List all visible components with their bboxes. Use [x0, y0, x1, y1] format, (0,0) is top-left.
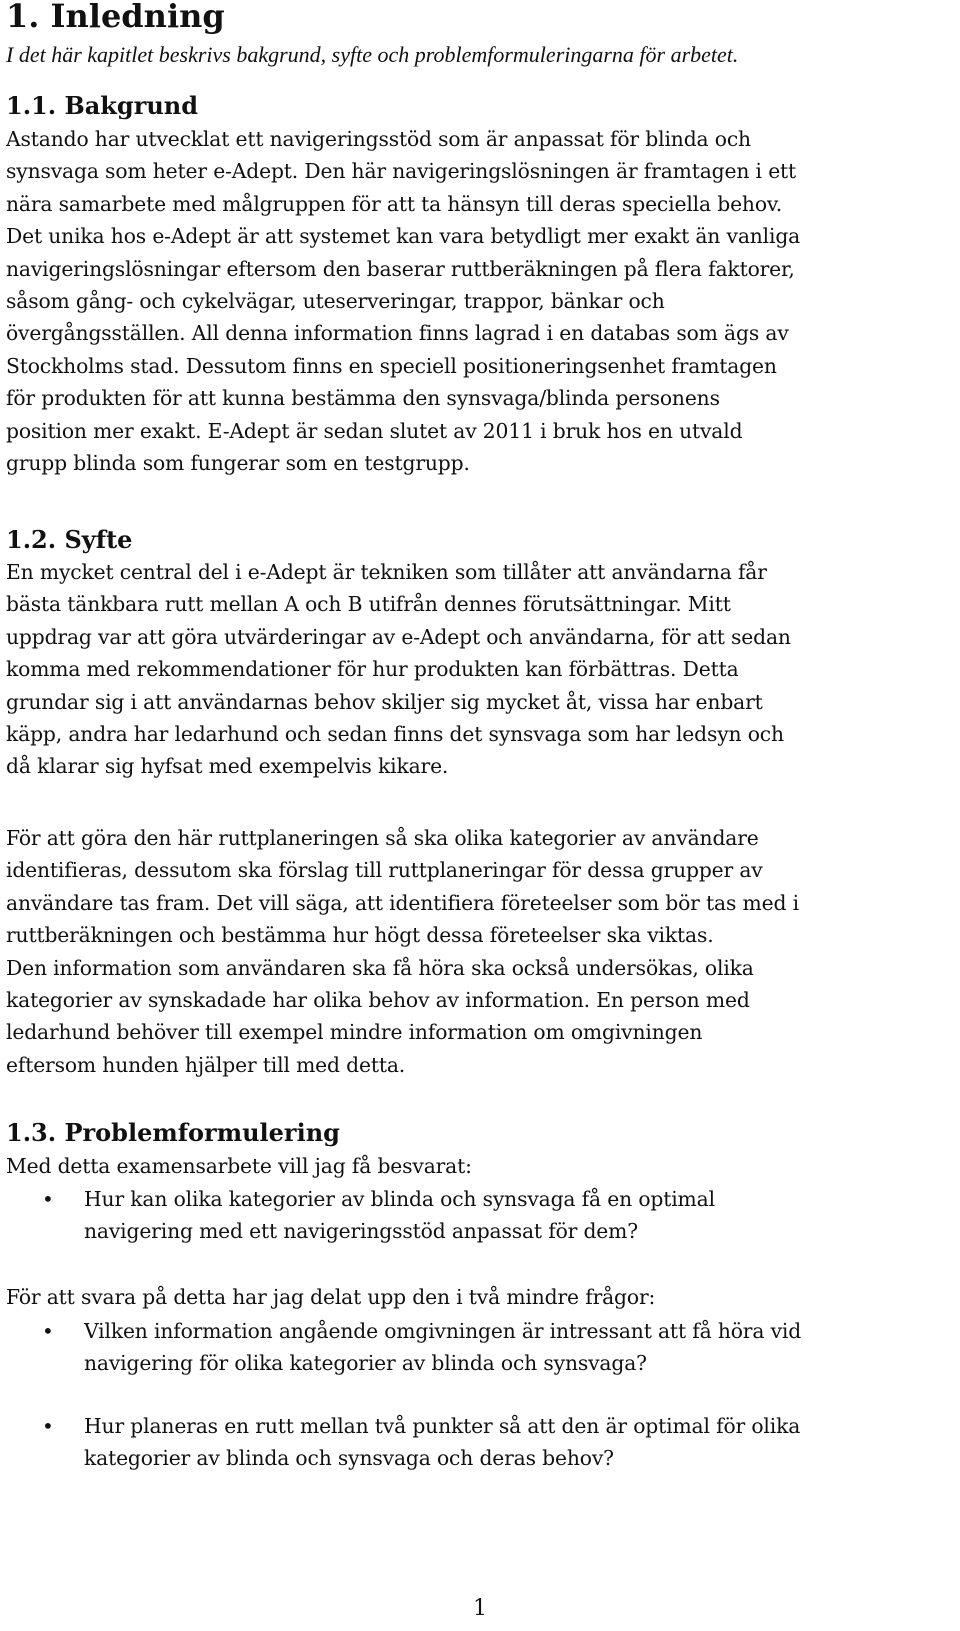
text-line: då klarar sig hyfsat med exempelvis kikare.: [6, 754, 449, 779]
text-line: kategorier av blinda och synsvaga och deras behov?: [84, 1446, 614, 1471]
text-line: navigeringslösningar eftersom den baserar ruttberäkningen på flera faktorer,: [6, 256, 795, 281]
text-line: För att göra den här ruttplaneringen så ska olika kategorier av användare: [6, 826, 759, 850]
text-line: kategorier av synskadade har olika behov av information. En person med: [6, 988, 750, 1013]
text-line: Hur planeras en rutt mellan två punkter så att den är optimal för olika: [84, 1414, 801, 1438]
text-line: bästa tänkbara rutt mellan A och B utifrån dennes förutsättningar. Mitt: [6, 592, 731, 617]
section-title-bakgrund: 1.1. Bakgrund: [6, 91, 199, 120]
text-line: grundar sig i att användarnas behov skiljer sig mycket åt, vissa har enbart: [6, 689, 763, 714]
syfte-paragraph-1: [6, 556, 951, 783]
bullet-text: [84, 1183, 954, 1248]
chapter-intro: I det här kapitlet beskrivs bakgrund, syfte och problemformuleringarna för arbetet.: [6, 42, 739, 67]
section-title-problemformulering: 1.3. Problemformulering: [6, 1118, 340, 1147]
text-line: navigering med ett navigeringsstöd anpassat för dem?: [84, 1219, 638, 1244]
text-line: ledarhund behöver till exempel mindre information om omgivningen: [6, 1020, 703, 1045]
text-line: nära samarbete med målgruppen för att ta hänsyn till deras speciella behov.: [6, 191, 783, 216]
text-line: komma med rekommendationer för hur produkten kan förbättras. Detta: [6, 657, 739, 682]
bullet-icon: •: [42, 1187, 54, 1211]
text-line: Vilken information angående omgivningen är intressant att få höra vid: [84, 1319, 802, 1343]
text-line: för produkten för att kunna bestämma den synsvaga/blinda personens: [6, 386, 720, 411]
text-line: Astando har utvecklat ett navigeringsstöd som är anpassat för blinda och: [6, 127, 751, 151]
text-line: Den information som användaren ska få höra ska också undersökas, olika: [6, 955, 754, 980]
text-line: uppdrag var att göra utvärderingar av e-Adept och användarna, för att sedan: [6, 624, 791, 649]
bullet-text: [84, 1315, 954, 1380]
text-line: synsvaga som heter e-Adept. Den här navigeringslösningen är framtagen i ett: [6, 159, 797, 184]
syfte-paragraph-2: [6, 822, 951, 1081]
text-line: identifieras, dessutom ska förslag till ruttplaneringar för dessa grupper av: [6, 858, 763, 883]
text-line: Hur kan olika kategorier av blinda och synsvaga få en optimal: [84, 1187, 715, 1211]
text-line: övergångsställen. All denna information finns lagrad i en databas som ägs av: [6, 321, 789, 346]
text-line: Stockholms stad. Dessutom finns en speciell positioneringsenhet framtagen: [6, 353, 777, 378]
text-line: eftersom hunden hjälper till med detta.: [6, 1052, 406, 1077]
problem-lead-2: För att svara på detta har jag delat upp den i två mindre frågor:: [6, 1285, 656, 1309]
section-title-syfte: 1.2. Syfte: [6, 525, 133, 554]
text-line: En mycket central del i e-Adept är tekniken som tillåter att användarna får: [6, 560, 767, 584]
page-number: 1: [473, 1596, 487, 1621]
bullet-icon: •: [42, 1319, 54, 1343]
text-line: käpp, andra har ledarhund och sedan finns det synsvaga som har ledsyn och: [6, 722, 784, 747]
text-line: användare tas fram. Det vill säga, att identifiera företeelser som bör tas med i: [6, 890, 799, 915]
text-line: position mer exakt. E-Adept är sedan slutet av 2011 i bruk hos en utvald: [6, 418, 743, 443]
bakgrund-text: [6, 123, 951, 479]
bullet-text: [84, 1410, 954, 1475]
chapter-heading: 1. Inledning: [6, 0, 225, 35]
text-line: såsom gång- och cykelvägar, uteserveringar, trappor, bänkar och: [6, 289, 665, 314]
text-line: grupp blinda som fungerar som en testgrupp.: [6, 451, 470, 476]
text-line: navigering för olika kategorier av blinda och synsvaga?: [84, 1351, 647, 1376]
bullet-icon: •: [42, 1414, 54, 1438]
problem-lead: Med detta examensarbete vill jag få besvarat:: [6, 1154, 472, 1178]
text-line: Det unika hos e-Adept är att systemet kan vara betydligt mer exakt än vanliga: [6, 224, 801, 249]
text-line: ruttberäkningen och bestämma hur högt dessa företeelser ska viktas.: [6, 923, 714, 948]
